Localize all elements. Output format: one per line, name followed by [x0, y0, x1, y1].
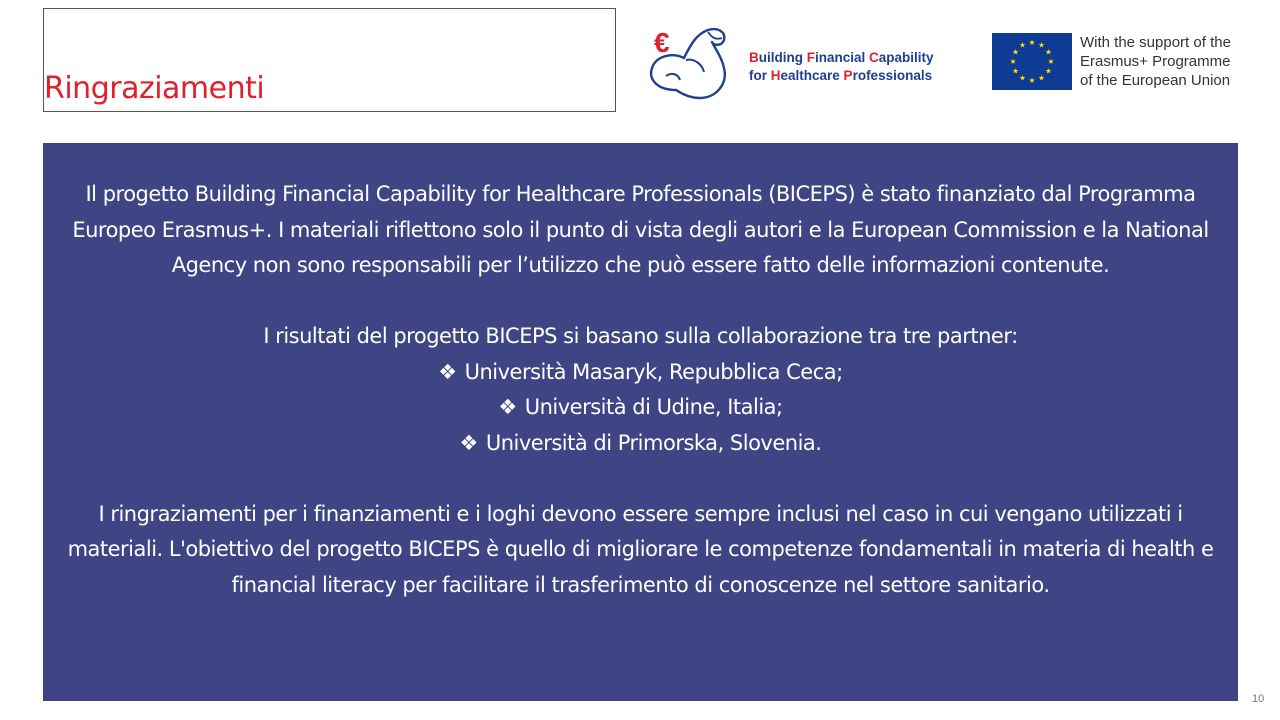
acknowledgement-paragraph: I ringraziamenti per i finanziamenti e i loghi devono essere sempre inclusi nel caso in cui vengano utilizzati i materiali. L'obiettivo del progetto BICEPS è quello di migliorare le competenze fondamentali in materia di health e financial literacy per facilitare il trasferimento di conoscenze nel settore sanitario. [67, 501, 1214, 597]
partners-intro: I risultati del progetto BICEPS si basano sulla collaborazione tra tre partner: [263, 324, 1018, 348]
eu-support-text [1080, 33, 1270, 90]
eu-star-icon [1039, 42, 1045, 47]
eu-star-icon [1013, 68, 1019, 73]
page-title: Ringraziamenti [44, 71, 265, 106]
eu-star-icon [1029, 40, 1035, 45]
eu-star-icon [1046, 68, 1052, 73]
eu-support-line-1: With the support of the [1080, 34, 1231, 51]
partner-item [57, 426, 1224, 462]
page-number: 10 [1252, 693, 1265, 705]
eu-star-icon [1010, 59, 1016, 64]
biceps-logo-text [749, 49, 959, 85]
title-box [43, 8, 616, 112]
biceps-logo [646, 24, 956, 104]
euro-symbol: € [654, 27, 670, 58]
eu-star-icon [1029, 78, 1035, 83]
partner-label: Università di Primorska, Slovenia. [485, 430, 822, 455]
partner-item [57, 390, 1224, 426]
diamond-bullet-icon: ❖ [498, 395, 517, 419]
eu-support-line-3: of the European Union [1080, 72, 1231, 89]
partner-label: Università Masaryk, Repubblica Ceca; [464, 359, 843, 384]
eu-star-icon [1013, 49, 1019, 54]
logo-line-2: for Healthcare Professionals [749, 68, 933, 83]
eu-star-icon [1048, 59, 1054, 64]
eu-star-icon [1020, 42, 1026, 47]
eu-flag-icon [992, 33, 1072, 90]
funding-paragraph: Il progetto Building Financial Capability for Healthcare Professionals (BICEPS) è stato finanziato dal Programma Europeo Erasmus+. I materiali riflettono solo il punto di vista degli autori e la European Commission e la National Agency non sono responsabili per l’utilizzo che può essere fatto delle informazioni contenute. [72, 182, 1209, 277]
partner-item [57, 355, 1224, 391]
spacer [57, 461, 1224, 497]
content-panel [43, 143, 1238, 701]
partner-label: Università di Udine, Italia; [524, 395, 783, 419]
spacer [57, 284, 1224, 320]
diamond-bullet-icon: ❖ [459, 430, 478, 455]
eu-star-icon [1039, 75, 1045, 80]
eu-star-icon [1046, 49, 1052, 54]
diamond-bullet-icon: ❖ [438, 359, 457, 384]
flexed-arm-icon [646, 24, 746, 104]
logo-line-1: Building Financial Capability [749, 50, 934, 65]
eu-star-icon [1020, 75, 1026, 80]
eu-support-line-2: Erasmus+ Programme [1080, 53, 1231, 70]
